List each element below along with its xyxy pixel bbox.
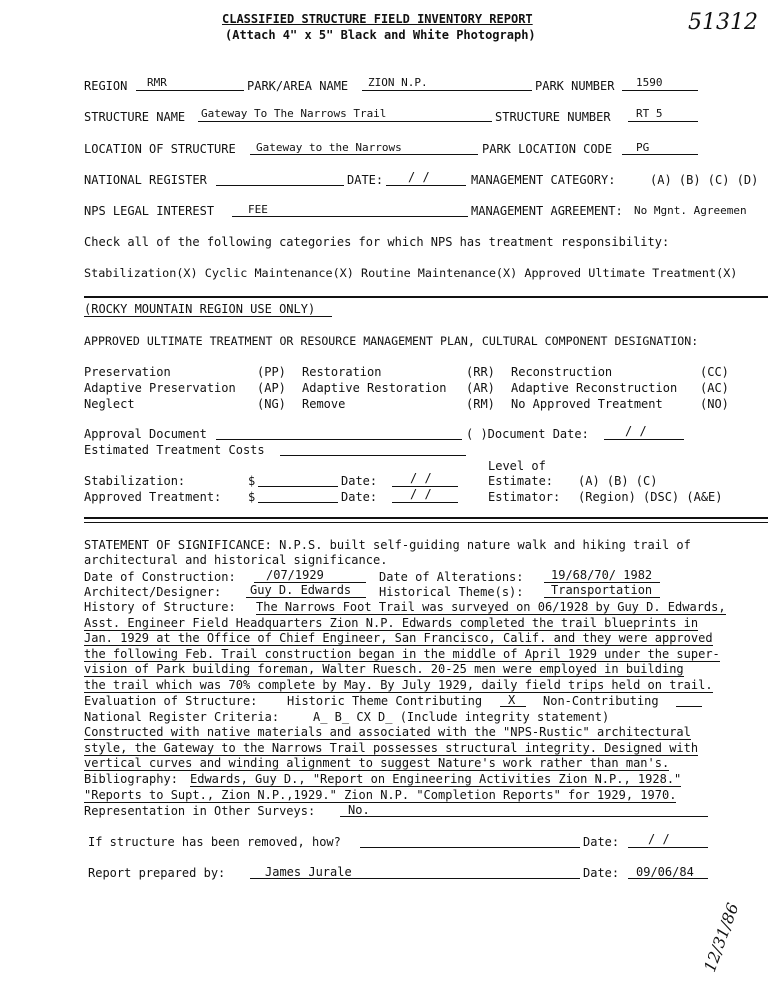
non-contributing-label: Non-Contributing <box>543 694 659 708</box>
structure-name-value: Gateway To The Narrows Trail <box>201 107 387 120</box>
approved-dollar: $ <box>248 490 256 504</box>
history-line-6: the trail which was 70% complete by May. By July 1929, daily field trips held on trail. <box>84 677 713 692</box>
prepared-date-label: Date: <box>583 866 620 880</box>
bibliography-line-1: Edwards, Guy D., "Report on Engineering Activities Zion N.P., 1928." <box>190 772 682 786</box>
treatment-restoration: Restoration <box>302 365 382 379</box>
location-code-value: PG <box>636 141 650 154</box>
form-subtitle: (Attach 4" x 5" Black and White Photograph) <box>225 28 536 42</box>
criteria-label: National Register Criteria: <box>84 710 280 724</box>
national-register-label: NATIONAL REGISTER <box>84 173 207 187</box>
structure-number-label: STRUCTURE NUMBER <box>495 110 611 124</box>
document-date-value: / / <box>625 424 647 438</box>
removed-date-value: / / <box>648 832 670 846</box>
treatment-no-approved: No Approved Treatment <box>511 397 663 411</box>
representation-label: Representation in Other Surveys: <box>84 804 316 818</box>
management-agreement-label: MANAGEMENT AGREEMENT: <box>471 204 623 218</box>
integrity-line-2: style, the Gateway to the Narrows Trail possesses structural integrity. Designed with <box>84 740 699 755</box>
stabilization-label: Stabilization: <box>84 474 186 488</box>
treatment-code3: (CC) (AC) (NO) <box>700 365 729 411</box>
stabilization-dollar: $ <box>248 474 256 488</box>
construction-value: /07/1929 <box>266 568 324 582</box>
prepared-date-value: 09/06/84 <box>636 865 694 879</box>
history-label: History of Structure: <box>84 600 236 614</box>
history-line-3: Jan. 1929 at the Office of Chief Engineer, San Francisco, Calif. and they were approved <box>84 631 713 645</box>
approved-treatment-heading: APPROVED ULTIMATE TREATMENT OR RESOURCE MANAGEMENT PLAN, CULTURAL COMPONENT DESIGNATION: <box>84 334 699 348</box>
location-value: Gateway to the Narrows <box>256 141 402 154</box>
treatment-reconstruction: Reconstruction <box>511 365 613 379</box>
treatment-preservation: Preservation <box>84 365 171 379</box>
theme-label: Historical Theme(s): <box>379 585 524 599</box>
significance-label: STATEMENT OF SIGNIFICANCE: <box>84 538 272 552</box>
management-category-options: (A) (B) (C) (D) <box>650 173 759 187</box>
park-number-label: PARK NUMBER <box>535 79 615 93</box>
integrity-line-1: Constructed with native materials and associated with the "NPS-Rustic" architectural <box>84 725 691 739</box>
estimate-options: (A) (B) (C) <box>578 474 658 488</box>
handwritten-number: 51312 <box>688 10 758 35</box>
form-title: CLASSIFIED STRUCTURE FIELD INVENTORY REPORT <box>222 12 533 26</box>
alterations-label: Date of Alterations: <box>379 570 524 584</box>
legal-interest-label: NPS LEGAL INTEREST <box>84 204 215 218</box>
check-instruction: Check all of the following categories for which NPS has treatment responsibility: <box>84 235 670 249</box>
treatment-code2: (RR) (AR) (RM) <box>466 365 495 411</box>
representation-value: No. <box>348 803 370 817</box>
rmr-use-only: (ROCKY MOUNTAIN REGION USE ONLY) <box>84 302 316 316</box>
treatment-adaptive-restoration: Adaptive Restoration <box>302 381 447 395</box>
approval-document-label: Approval Document <box>84 427 207 441</box>
handwritten-date: 12/31/86 <box>700 900 743 975</box>
approved-treatment-label: Approved Treatment: <box>84 490 222 504</box>
estimator-options: (Region) (DSC) (A&E) <box>578 490 723 504</box>
construction-label: Date of Construction: <box>84 570 236 584</box>
removed-date-label: Date: <box>583 835 620 849</box>
evaluation-label: Evaluation of Structure: <box>84 694 258 708</box>
removed-label: If structure has been removed, how? <box>88 835 341 849</box>
treatment-col1 <box>84 364 236 412</box>
approved-date-value: / / <box>410 487 432 501</box>
prepared-by-value: James Jurale <box>265 865 352 879</box>
park-label: PARK/AREA NAME <box>247 79 349 93</box>
historic-theme-label: Historic Theme Contributing <box>287 694 483 708</box>
location-label: LOCATION OF STRUCTURE <box>84 142 236 156</box>
estimate-label: Estimate: <box>488 474 554 488</box>
estimator-label: Estimator: <box>488 490 561 504</box>
prepared-by-label: Report prepared by: <box>88 866 226 880</box>
stabilization-date-value: / / <box>410 471 432 485</box>
register-date-label: DATE: <box>347 173 384 187</box>
document-date-label: ( )Document Date: <box>466 427 589 441</box>
location-code-label: PARK LOCATION CODE <box>482 142 613 156</box>
treatment-remove: Remove <box>302 397 346 411</box>
region-label: REGION <box>84 79 128 93</box>
treatment-responsibility-line: Stabilization(X) Cyclic Maintenance(X) Routine Maintenance(X) Approved Ultimate Treatment(X) <box>84 266 738 280</box>
structure-number-value: RT 5 <box>636 107 663 120</box>
legal-interest-value: FEE <box>248 203 268 216</box>
history-line-1: The Narrows Foot Trail was surveyed on 06/1928 by Guy D. Edwards, <box>256 600 726 614</box>
significance-line1: STATEMENT OF SIGNIFICANCE: N.P.S. built self-guiding nature walk and hiking trail of <box>84 538 691 552</box>
approved-date-label: Date: <box>341 490 378 504</box>
management-category-label: MANAGEMENT CATEGORY: <box>471 173 616 187</box>
register-date-value: / / <box>408 170 430 184</box>
history-line-5: vision of Park building foreman, Walter Ruesch. 20-25 men were employed in building <box>84 662 684 676</box>
contributing-value: X <box>508 693 516 707</box>
structure-name-label: STRUCTURE NAME <box>84 110 186 124</box>
treatment-col2 <box>302 364 447 412</box>
theme-value: Transportation <box>551 583 653 597</box>
treatment-code1: (PP) (AP) (NG) <box>257 365 286 411</box>
architect-value: Guy D. Edwards <box>250 583 352 597</box>
stabilization-date-label: Date: <box>341 474 378 488</box>
bibliography-line-2: "Reports to Supt., Zion N.P.,1929." Zion N.P. "Completion Reports" for 1929, 1970. <box>84 787 677 802</box>
alterations-value: 19/68/70/ 1982 <box>551 568 653 582</box>
region-value: RMR <box>147 76 167 89</box>
estimated-costs-label: Estimated Treatment Costs <box>84 443 265 457</box>
criteria-value: A_ B_ CX D_ (Include integrity statement) <box>313 710 610 724</box>
treatment-adaptive-preservation: Adaptive Preservation <box>84 381 236 395</box>
park-number-value: 1590 <box>636 76 663 89</box>
significance-line2: architectural and historical significance. <box>84 553 388 567</box>
treatment-neglect: Neglect <box>84 397 135 411</box>
management-agreement-value: No Mgnt. Agreemen <box>634 204 747 217</box>
history-line-4: the following Feb. Trail construction began in the middle of April 1929 under the super- <box>84 646 720 661</box>
park-value: ZION N.P. <box>368 76 428 89</box>
history-line-2: Asst. Engineer Field Headquarters Zion N.P. Edwards completed the trail blueprints in <box>84 615 699 630</box>
integrity-line-3: vertical curves and winding alignment to suggest Nature's work rather than man's. <box>84 756 670 770</box>
bibliography-label: Bibliography: <box>84 772 178 786</box>
treatment-col3 <box>511 364 677 412</box>
treatment-adaptive-reconstruction: Adaptive Reconstruction <box>511 381 678 395</box>
level-of-label: Level of <box>488 459 546 473</box>
architect-label: Architect/Designer: <box>84 585 222 599</box>
